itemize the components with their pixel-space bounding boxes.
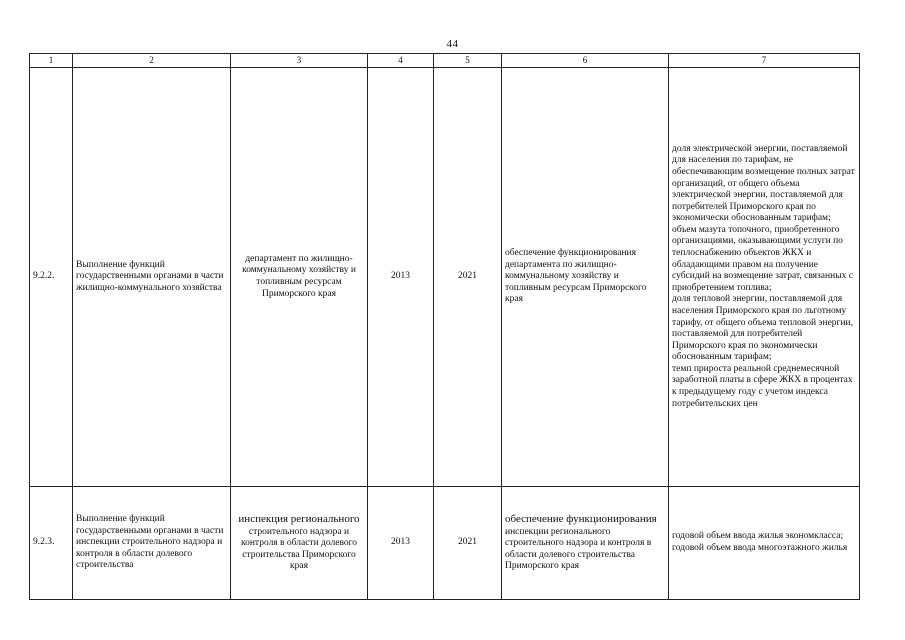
start-year: 2013 — [368, 487, 434, 600]
result-first-line: обеспечение функционирования — [505, 513, 657, 526]
indicators — [669, 68, 860, 487]
column-number: 3 — [231, 54, 368, 68]
table-row — [30, 487, 860, 600]
column-number: 5 — [434, 54, 502, 68]
expected-result — [502, 487, 669, 600]
start-year: 2013 — [368, 68, 434, 487]
column-number-row — [30, 54, 860, 68]
executor — [231, 487, 368, 600]
end-year: 2021 — [434, 487, 502, 600]
indicators — [669, 487, 860, 600]
result-rest: инспекции регионального строительного надзора и контроля в области долевого строительства Приморского края — [505, 526, 652, 572]
indicators-text: годовой объем ввода жилья экономкласса; годовой объем ввода многоэтажного жилья — [672, 531, 848, 553]
column-number: 2 — [73, 54, 231, 68]
item-number: 9.2.2. — [30, 68, 73, 487]
indicators-text: доля электрической энергии, поставляемой для населения по тарифам, не обеспечивающим возмещение полных затрат организаций, от общего объема электрической энергии, поставляемой для потребителей Приморского края по экономически обоснованным тарифам; объем мазута топочного, приобретенного организациями, оказывающими услуги по теплоснабжению объектов ЖКХ и обладающими правом на получение субсидий на возмещение затрат, связанных с приобретением топлива; доля тепловой энергии, поставляемой для населения Приморского края по льготному тарифу, от общего объема тепловой энергии, поставляемой для потребителей Приморского края по экономически обоснованным тарифам; темп прироста реальной среднемесячной заработной платы в сфере ЖКХ в процентах к предыдущему году с учетом индекса потребительских цен — [672, 143, 855, 409]
measure-name: Выполнение функций государственными органами в части инспекции строительного надзора и контроля в области долевого строительства — [73, 487, 231, 600]
column-number: 4 — [368, 54, 434, 68]
program-table — [29, 53, 860, 600]
executor: департамент по жилищно-коммунальному хозяйству и топливным ресурсам Приморского края — [231, 68, 368, 487]
column-number: 7 — [669, 54, 860, 68]
page-number: 44 — [446, 38, 459, 50]
item-number: 9.2.3. — [30, 487, 73, 600]
executor-first-line: инспекция регионального — [238, 513, 360, 526]
column-number: 6 — [502, 54, 669, 68]
end-year: 2021 — [434, 68, 502, 487]
executor-rest: строительного надзора и контроля в области долевого строительства Приморского края — [240, 526, 358, 572]
column-number: 1 — [30, 54, 73, 68]
expected-result: обеспечение функционирования департамента по жилищно-коммунальному хозяйству и топливным ресурсам Приморского края — [502, 68, 669, 487]
table-row — [30, 68, 860, 487]
measure-name: Выполнение функций государственными органами в части жилищно-коммунального хозяйства — [73, 68, 231, 487]
